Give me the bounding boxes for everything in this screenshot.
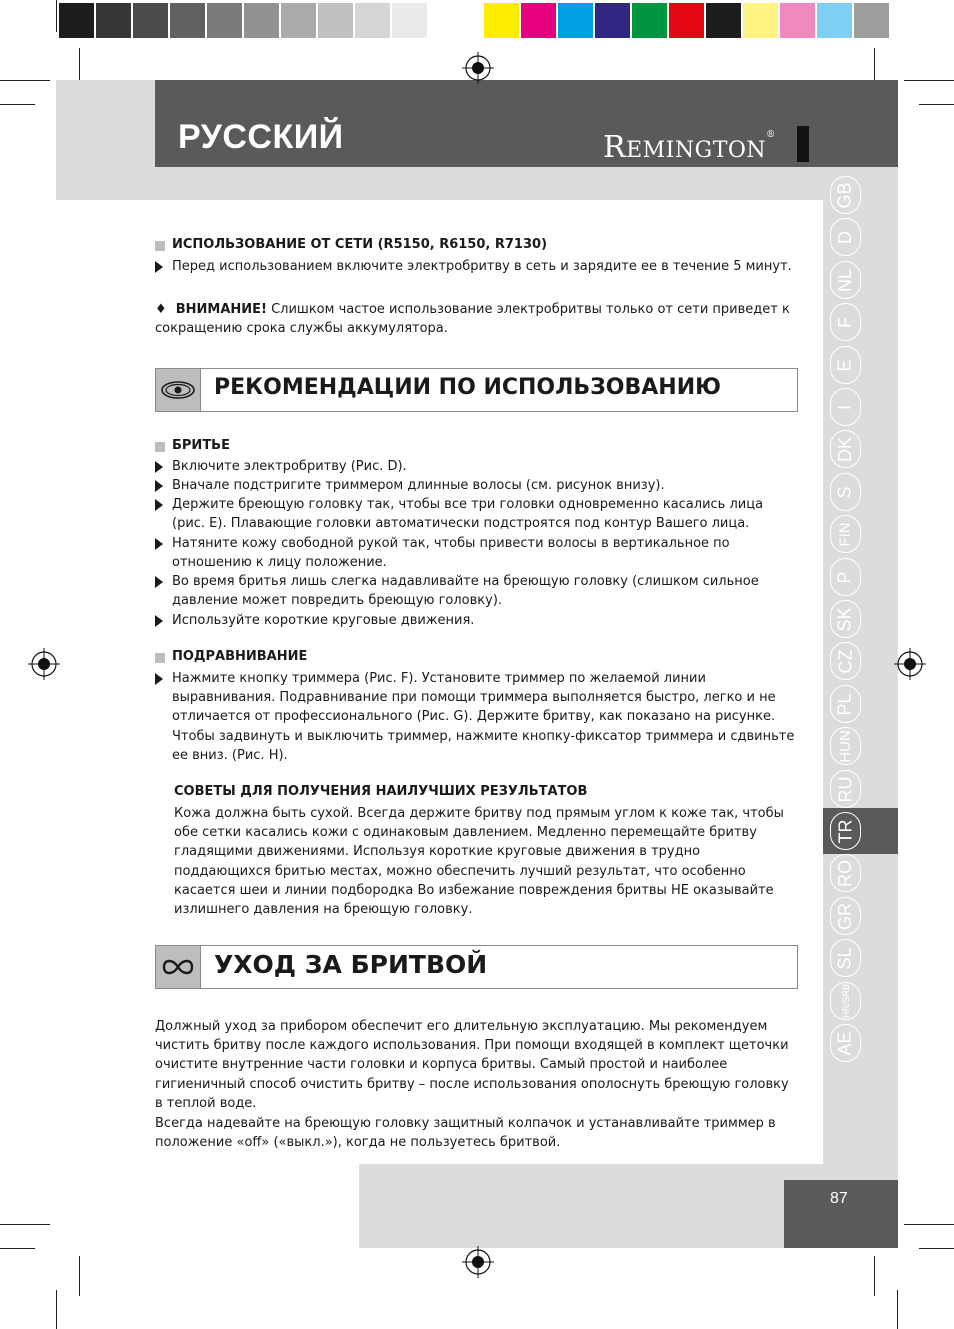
color-swatch	[706, 3, 741, 38]
language-tab-d[interactable]	[830, 218, 861, 256]
bullet-arrow-icon	[155, 615, 163, 627]
trimming-heading: ПОДРАВНИВАНИЕ	[172, 649, 308, 664]
language-tab-label: FIN	[836, 521, 854, 547]
language-tab-label: PL	[835, 692, 855, 716]
color-swatch	[281, 3, 316, 38]
bullet-arrow-icon	[155, 576, 163, 588]
warning-paragraph	[155, 300, 797, 338]
crop-mark	[0, 80, 50, 81]
language-tab-nl[interactable]	[830, 261, 861, 299]
heading-square-icon	[155, 241, 165, 251]
crop-mark	[897, 1290, 898, 1329]
language-tab-dk[interactable]	[830, 430, 861, 468]
language-tab-s[interactable]	[830, 473, 861, 511]
care-paragraph-2: Всегда надевайте на бреющую головку защитный колпачок и устанавливайте триммер в положение «off» («выкл.»), когда не пользуетесь бритвой.	[155, 1116, 776, 1151]
bullet-arrow-icon	[155, 538, 163, 550]
tips-heading: СОВЕТЫ ДЛЯ ПОЛУЧЕНИЯ НАИЛУЧШИХ РЕЗУЛЬТАТОВ	[174, 784, 588, 799]
warning-text: Слишком частое использование электробритвы только от сети приведет к сокращению срока службы аккумулятора.	[155, 302, 790, 337]
infinity-icon	[156, 946, 200, 988]
language-tab-label: I	[834, 404, 855, 410]
color-swatch	[854, 3, 889, 38]
heading-square-icon	[155, 442, 165, 452]
color-swatch	[207, 3, 242, 38]
shaving-bullet: Вначале подстригите триммером длинные волосы (см. рисунок внизу).	[172, 478, 665, 493]
color-swatch	[170, 3, 205, 38]
language-tab-label: P	[834, 570, 855, 584]
language-tab-ru[interactable]	[830, 770, 861, 808]
eye-icon	[156, 369, 200, 411]
footer-white-area	[56, 1164, 359, 1248]
mains-bullet: Перед использованием включите электробритву в сеть и зарядите ее в течение 5 минут.	[172, 259, 792, 274]
language-tab-label: SK	[834, 606, 855, 632]
crop-mark	[874, 1256, 875, 1296]
shaving-bullet: Натяните кожу свободной рукой так, чтобы привести волосы в вертикальное по отношению к лицу положение.	[172, 536, 730, 571]
language-tab-p[interactable]	[830, 558, 861, 596]
language-tab-sl[interactable]	[830, 939, 861, 977]
color-swatch	[59, 3, 94, 38]
crop-mark	[79, 1256, 80, 1296]
care-section-icon-box	[156, 946, 201, 988]
shaving-bullet: Используйте короткие круговые движения.	[172, 613, 475, 628]
language-tab-hr-srb[interactable]	[830, 982, 861, 1020]
color-swatch	[595, 3, 630, 38]
language-tab-label: HUN	[837, 729, 854, 763]
color-swatch	[244, 3, 279, 38]
color-swatch	[484, 3, 519, 38]
language-tab-pl[interactable]	[830, 685, 861, 723]
color-swatch	[558, 3, 593, 38]
language-tab-hun[interactable]	[830, 727, 861, 765]
color-swatch	[355, 3, 390, 38]
language-tab-e[interactable]	[830, 346, 861, 384]
warning-icon: ♦︎	[155, 302, 176, 317]
language-tab-label: DK	[834, 436, 855, 462]
gray-calibration-bar	[59, 3, 464, 38]
language-tab-f[interactable]	[830, 303, 861, 341]
language-tab-label: GB	[834, 181, 855, 209]
language-tab-cz[interactable]	[830, 642, 861, 680]
page-title: РУССКИЙ	[178, 118, 344, 156]
shaving-heading: БРИТЬЕ	[172, 438, 230, 453]
crop-mark	[56, 0, 57, 32]
mains-heading: ИСПОЛЬЗОВАНИЕ ОТ СЕТИ (R5150, R6150, R7130)	[172, 237, 548, 252]
color-swatch	[521, 3, 556, 38]
language-tab-tr[interactable]	[830, 812, 861, 850]
language-tab-ae[interactable]	[830, 1024, 861, 1062]
language-tab-label: GR	[835, 902, 855, 930]
color-swatch	[780, 3, 815, 38]
language-tab-sk[interactable]	[830, 600, 861, 638]
color-swatch	[96, 3, 131, 38]
language-tab-label: S	[834, 485, 855, 499]
bullet-arrow-icon	[155, 499, 163, 511]
crop-mark	[919, 104, 954, 105]
language-tab-label: SL	[835, 946, 855, 970]
language-tab-fin[interactable]	[830, 515, 861, 553]
language-tab-label: HR/SRB	[840, 983, 851, 1019]
bullet-arrow-icon	[155, 673, 163, 685]
color-swatch	[669, 3, 704, 38]
color-swatch	[429, 3, 464, 38]
bullet-arrow-icon	[155, 461, 163, 473]
crop-mark	[56, 1290, 57, 1329]
language-tab-i[interactable]	[830, 388, 861, 426]
usage-section-icon-box	[156, 369, 201, 411]
usage-section-title: РЕКОМЕНДАЦИИ ПО ИСПОЛЬЗОВАНИЮ	[214, 375, 721, 400]
crop-mark	[0, 1224, 50, 1225]
registration-mark-icon	[462, 52, 494, 84]
color-calibration-bar	[484, 3, 889, 38]
language-tab-ro[interactable]	[830, 854, 861, 892]
language-tab-label: CZ	[835, 649, 855, 673]
language-tab-label: D	[835, 230, 855, 244]
page-number: 87	[830, 1190, 848, 1207]
color-swatch	[318, 3, 353, 38]
crop-mark	[0, 1248, 35, 1249]
bullet-arrow-icon	[155, 261, 163, 273]
crop-mark	[904, 80, 954, 81]
color-swatch	[133, 3, 168, 38]
shaving-bullet: Во время бритья лишь слегка надавливайте на бреющую головку (слишком сильное давление может повредить бреющую головку).	[172, 574, 759, 609]
language-tab-label: RO	[835, 859, 855, 887]
language-tab-label: TR	[835, 819, 855, 843]
language-tab-label: AE	[834, 1030, 855, 1056]
tips-text: Кожа должна быть сухой. Всегда держите бритву под прямым углом к коже так, чтобы обе сетки касались кожи с одинаковым давлением. Медленно перемещайте бритву гладящими движениями. Используя короткие круговые движения в трудно поддающихся бритью местах, можно обеспечить лучший результат, что особенно касается шеи и линии подбородка Во избежание повреждения бритвы НЕ оказывайте излишнего давления на бреющую головку.	[174, 806, 784, 918]
brand-logo-bar	[797, 126, 809, 162]
language-tab-gr[interactable]	[830, 897, 861, 935]
language-tab-label: F	[835, 316, 855, 328]
registration-mark-icon	[462, 1246, 494, 1278]
registration-mark-icon	[28, 648, 60, 680]
care-paragraph-1: Должный уход за прибором обеспечит его длительную эксплуатацию. Мы рекомендуем чистить бритву после каждого использования. При помощи входящей в комплект щеточки очистите внутренние части головки и корпуса бритвы. Самый простой и наиболее гигиеничный способ очистить бритву – после использования ополоснуть бреющую головку в теплой воде.	[155, 1019, 789, 1111]
language-tab-gb[interactable]	[830, 176, 861, 214]
language-tab-label: E	[834, 358, 855, 372]
crop-mark	[904, 1224, 954, 1225]
crop-mark	[919, 1248, 954, 1249]
color-swatch	[817, 3, 852, 38]
color-swatch	[392, 3, 427, 38]
registration-mark-icon	[894, 648, 926, 680]
shaving-bullet: Держите бреющую головку так, чтобы все три головки одновременно касались лица (рис. E). Плавающие головки автоматически подстроятся под контур Вашего лица.	[172, 497, 764, 532]
brand-logo: REMINGTON®	[603, 130, 776, 165]
color-swatch	[743, 3, 778, 38]
warning-label: ВНИМАНИЕ!	[175, 302, 267, 317]
language-tab-label: NL	[834, 268, 855, 292]
crop-mark	[0, 104, 35, 105]
care-section-title: УХОД ЗА БРИТВОЙ	[214, 950, 488, 979]
care-section-header	[155, 945, 798, 989]
usage-section-header	[155, 368, 798, 412]
shaving-bullet: Включите электробритву (Рис. D).	[172, 459, 407, 474]
heading-square-icon	[155, 653, 165, 663]
trimming-bullet: Нажмите кнопку триммера (Рис. F). Установите триммер по желаемой линии выравнивания. Подравнивание при помощи триммера выполняется быстро, легко и не отличается от профессионального (Рис. G). Держите бритву, как показано на рисунке. Чтобы задвинуть и выключить триммер, нажмите кнопку-фиксатор триммера и сдвиньте ее вниз. (Рис. H).	[172, 671, 795, 763]
color-swatch	[632, 3, 667, 38]
language-tab-label: RU	[835, 776, 855, 802]
bullet-arrow-icon	[155, 480, 163, 492]
